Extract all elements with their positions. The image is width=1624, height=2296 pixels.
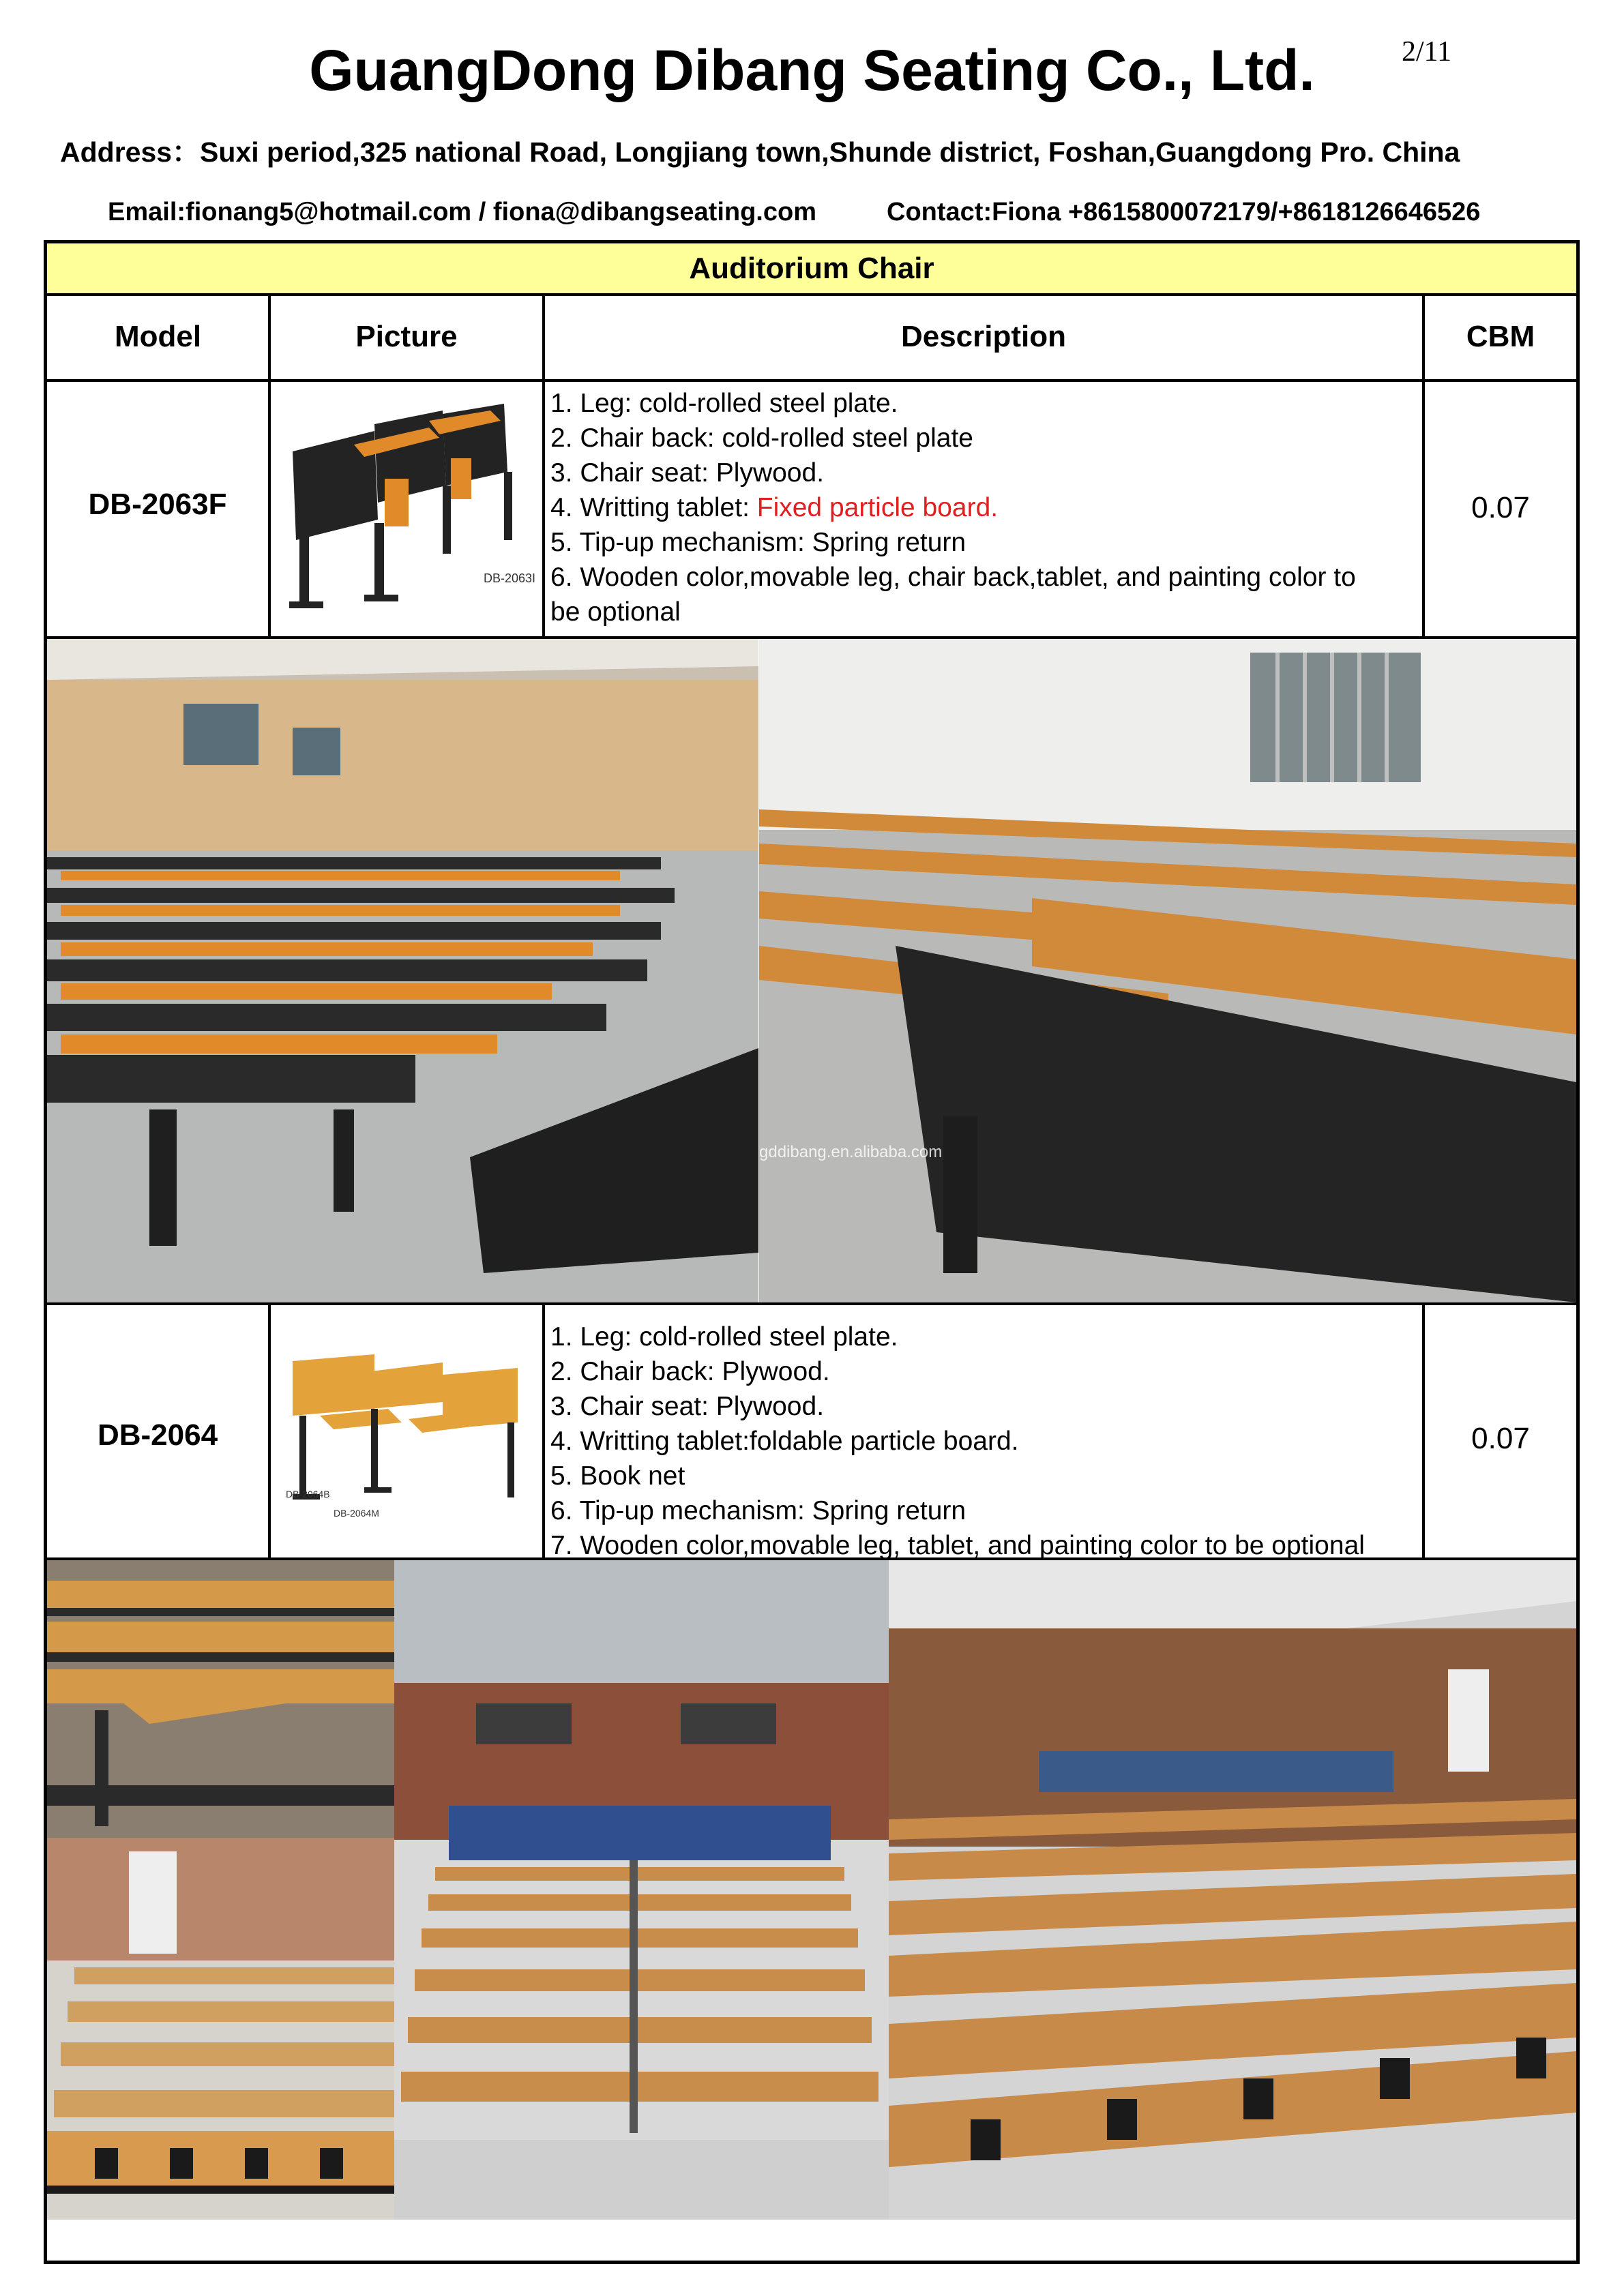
description-line: be optional (550, 597, 681, 627)
divider (268, 1302, 271, 1559)
description-line: 1. Leg: cold-rolled steel plate. (550, 389, 898, 418)
description-line: 2. Chair back: cold-rolled steel plate (550, 423, 973, 453)
company-contact: Contact:Fiona +8615800072179/+8618126646526 (887, 198, 1481, 226)
column-header-picture: Picture (355, 320, 458, 353)
description-line: 5. Tip-up mechanism: Spring return (550, 528, 966, 557)
auditorium-photo (889, 1560, 1576, 2220)
auditorium-photo (394, 1560, 889, 2220)
thumbnail-label: DB-2064B (286, 1489, 330, 1500)
column-header-model: Model (114, 320, 202, 353)
divider (44, 379, 1580, 382)
thumbnail-label: DB-2064M (334, 1508, 379, 1519)
auditorium-photo-right (759, 639, 1576, 1302)
description-line: 6. Tip-up mechanism: Spring return (550, 1496, 966, 1525)
section-title: Auditorium Chair (47, 243, 1576, 294)
auditorium-photo (47, 1560, 394, 1838)
column-header-cbm: CBM (1466, 320, 1535, 353)
company-address: Address：Suxi period,325 national Road, Longjiang town,Shunde district, Foshan,Guangdong Pro. China (60, 136, 1460, 168)
description-text: 4. Writting tablet: (550, 493, 757, 522)
product-description (550, 386, 1417, 629)
description-line (550, 490, 1417, 525)
product-thumbnail (272, 383, 541, 634)
product-model: DB-2063F (88, 488, 227, 521)
description-line: 7. Wooden color,movable leg, tablet, and painting color to be optional (550, 1531, 1365, 1560)
divider (44, 1302, 1580, 1305)
description-line: 1. Leg: cold-rolled steel plate. (550, 1322, 898, 1352)
company-name: GuangDong Dibang Seating Co., Ltd. (309, 38, 1315, 102)
product-model: DB-2064 (97, 1418, 218, 1452)
thumbnail-label: DB-2063I (484, 571, 536, 585)
product-thumbnail (272, 1307, 541, 1556)
divider (268, 293, 271, 638)
description-highlight: Fixed particle board. (756, 493, 999, 522)
auditorium-photo-left (47, 639, 758, 1302)
column-header-description: Description (900, 320, 1067, 353)
product-description (550, 1320, 1417, 1563)
description-line: 2. Chair back: Plywood. (550, 1357, 830, 1386)
page-number: 2/11 (1402, 36, 1452, 68)
product-cbm: 0.07 (1471, 491, 1530, 524)
description-line: 3. Chair seat: Plywood. (550, 458, 825, 488)
product-cbm: 0.07 (1471, 1422, 1530, 1455)
watermark: gddibang.en.alibaba.com (759, 1143, 943, 1161)
divider (542, 293, 545, 638)
description-line: 6. Wooden color,movable leg, chair back,tablet, and painting color to (550, 563, 1356, 592)
company-email: Email:fionang5@hotmail.com / fiona@dibangseating.com (108, 198, 816, 226)
divider (542, 1302, 545, 1559)
divider (1422, 293, 1425, 638)
description-line: 4. Writting tablet:foldable particle board. (550, 1427, 1019, 1456)
description-line: 5. Book net (550, 1461, 685, 1491)
description-line: 3. Chair seat: Plywood. (550, 1392, 825, 1421)
auditorium-photo (47, 1838, 394, 2220)
